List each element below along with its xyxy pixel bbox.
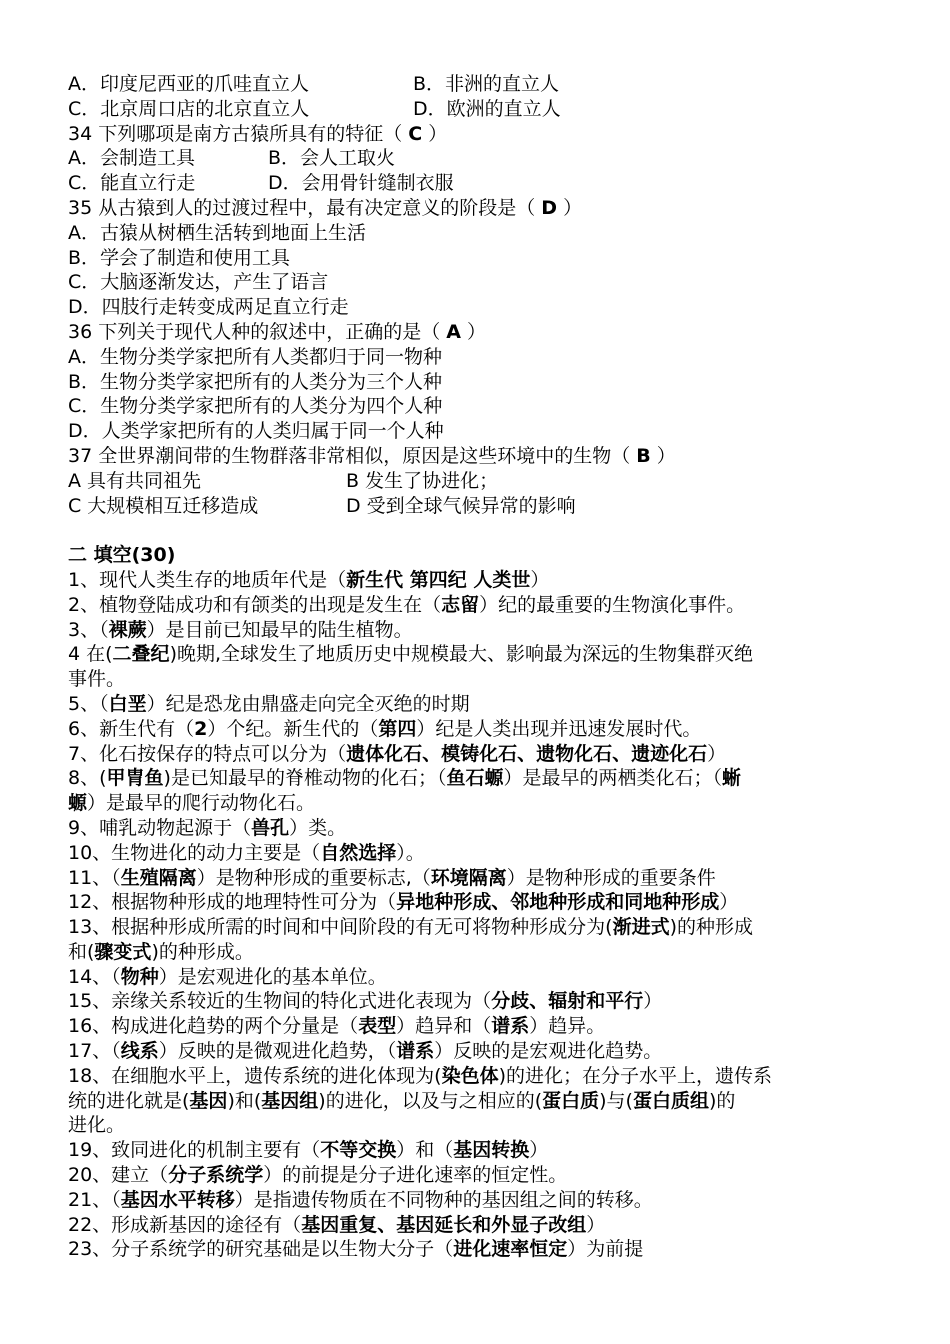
fill-item-15: 15、亲缘关系较近的生物间的特化式进化表现为（分歧、辐射和平行） bbox=[68, 990, 663, 1013]
fill-answer: 自然选择 bbox=[320, 841, 397, 864]
fill-answer: 渐进式 bbox=[612, 916, 670, 939]
fill-answer: 表型 bbox=[358, 1015, 397, 1038]
fill-answer: 2 bbox=[194, 717, 208, 740]
fill-answer: 甲胄鱼 bbox=[106, 767, 164, 790]
fill-item-5: 5、（白垩）纪是恐龙由鼎盛走向完全灭绝的时期 bbox=[68, 692, 470, 715]
q37-option-b: B 发生了协进化； bbox=[346, 469, 499, 492]
fill-item-7: 7、化石按保存的特点可以分为（遗体化石、模铸化石、遗物化石、遗迹化石） bbox=[68, 742, 727, 765]
q36-option-c: C．生物分类学家把所有的人类分为四个人种 bbox=[68, 395, 443, 418]
fill-answer: 蜥 bbox=[721, 767, 741, 790]
fill-item-4-cont: 事件。 bbox=[68, 668, 126, 691]
fill-item-18: 18、在细胞水平上，遗传系统的进化体现为(染色体)的进化；在分子水平上，遗传系 bbox=[68, 1064, 773, 1087]
q37-option-a: A 具有共同祖先 bbox=[68, 469, 202, 492]
fill-answer: 骤变式 bbox=[94, 940, 152, 963]
fill-answer: 谱系 bbox=[491, 1015, 530, 1038]
fill-item-11: 11、（生殖隔离）是物种形成的重要标志,（环境隔离）是物种形成的重要条件 bbox=[68, 866, 716, 889]
q36-option-b: B．生物分类学家把所有的人类分为三个人种 bbox=[68, 370, 443, 393]
q37-option-d: D 受到全球气候异常的影响 bbox=[346, 494, 576, 517]
fill-answer: 螈 bbox=[68, 792, 88, 815]
fill-answer: 鱼石螈 bbox=[446, 767, 504, 790]
q34-options-row-2 bbox=[68, 171, 888, 196]
q37-stem: 37 全世界潮间带的生物群落非常相似，原因是这些环境中的生物（ B ） bbox=[68, 444, 676, 467]
fill-answer: 基因 bbox=[189, 1089, 228, 1112]
fill-answer: 生殖隔离 bbox=[120, 866, 197, 889]
fill-answer: 不等交换 bbox=[320, 1139, 397, 1162]
fill-answer: 谱系 bbox=[396, 1040, 435, 1063]
fill-answer: 异地种形成、邻地种形成和同地种形成 bbox=[396, 891, 720, 914]
q35-option-d: D．四肢行走转变成两足直立行走 bbox=[68, 296, 349, 319]
q36-answer: A bbox=[446, 320, 461, 343]
fill-answer: 分歧、辐射和平行 bbox=[491, 990, 644, 1013]
fill-item-9: 9、哺乳动物起源于（兽孔）类。 bbox=[68, 816, 347, 839]
fill-answer: 兽孔 bbox=[251, 816, 290, 839]
q33-option-b: B．非洲的直立人 bbox=[413, 73, 560, 95]
fill-item-8: 8、(甲胄鱼)是已知最早的脊椎动物的化石；（鱼石螈）是最早的两栖类化石；（蜥 bbox=[68, 767, 741, 790]
fill-answer: 白垩 bbox=[108, 692, 147, 715]
q34-options-row-1 bbox=[68, 146, 888, 171]
fill-item-2: 2、植物登陆成功和有颌类的出现是发生在（志留）纪的最重要的生物演化事件。 bbox=[68, 593, 746, 616]
q33-option-d: D．欧洲的直立人 bbox=[413, 97, 561, 120]
q34-option-b: B．会人工取火 bbox=[268, 147, 396, 170]
fill-answer: 基因组 bbox=[261, 1089, 319, 1112]
fill-answer: 第四 bbox=[378, 717, 417, 740]
q36-option-a: A．生物分类学家把所有人类都归于同一物种 bbox=[68, 345, 442, 368]
fill-item-14: 14、（物种）是宏观进化的基本单位。 bbox=[68, 965, 387, 988]
fill-item-22: 22、形成新基因的途径有（基因重复、基因延长和外显子改组） bbox=[68, 1213, 606, 1236]
q37-option-c: C 大规模相互迁移造成 bbox=[68, 494, 259, 517]
fill-item-20: 20、建立（分子系统学）的前提是分子进化速率的恒定性。 bbox=[68, 1164, 568, 1187]
fill-item-1: 1、现代人类生存的地质年代是（新生代 第四纪 人类世） bbox=[68, 568, 550, 591]
fill-item-18-cont: 统的进化就是(基因)和(基因组)的进化，以及与之相应的(蛋白质)与(蛋白质组)的 bbox=[68, 1089, 736, 1112]
q35-option-a: A．古猿从树栖生活转到地面上生活 bbox=[68, 221, 366, 244]
fill-item-3: 3、（裸蕨）是目前已知最早的陆生植物。 bbox=[68, 618, 413, 641]
fill-answer: 染色体 bbox=[441, 1064, 499, 1087]
fill-answer: 分子系统学 bbox=[168, 1164, 264, 1187]
q33-option-c: C．北京周口店的北京直立人 bbox=[68, 97, 310, 120]
section-gap bbox=[68, 518, 888, 543]
fill-item-16: 16、构成进化趋势的两个分量是（表型）趋异和（谱系）趋异。 bbox=[68, 1015, 606, 1038]
fill-answer: 物种 bbox=[120, 965, 159, 988]
fill-answer: 遗体化石、模铸化石、遗物化石、遗迹化石 bbox=[346, 742, 708, 765]
fill-item-12: 12、根据物种形成的地理特性可分为（异地种形成、邻地种形成和同地种形成） bbox=[68, 891, 739, 914]
fill-answer: 线系 bbox=[120, 1040, 159, 1063]
q37-answer: B bbox=[636, 444, 651, 467]
fill-answer: 二叠纪 bbox=[112, 643, 170, 666]
section-title: 二 填空(30) bbox=[68, 544, 176, 567]
fill-item-10: 10、生物进化的动力主要是（自然选择）。 bbox=[68, 841, 425, 864]
fill-answer: 基因重复、基因延长和外显子改组 bbox=[301, 1213, 587, 1236]
q33-option-a: A．印度尼西亚的爪哇直立人 bbox=[68, 73, 309, 95]
q35-stem: 35 从古猿到人的过渡过程中，最有决定意义的阶段是（ D ） bbox=[68, 196, 583, 219]
fill-answer: 基因转换 bbox=[453, 1139, 530, 1162]
fill-answer: 环境隔离 bbox=[430, 866, 507, 889]
fill-item-6: 6、新生代有（2）个纪。新生代的（第四）纪是人类出现并迅速发展时代。 bbox=[68, 717, 702, 740]
document-page bbox=[68, 72, 888, 1262]
fill-answer: 基因水平转移 bbox=[120, 1188, 235, 1211]
q36-option-d: D．人类学家把所有的人类归属于同一个人种 bbox=[68, 420, 444, 443]
q34-option-d: D．会用骨针缝制衣服 bbox=[268, 172, 454, 195]
q35-option-b: B．学会了制造和使用工具 bbox=[68, 246, 291, 269]
fill-answer: 蛋白质组 bbox=[632, 1089, 709, 1112]
q33-options-row-2 bbox=[68, 97, 888, 122]
q37-options-row-1 bbox=[68, 469, 888, 494]
fill-answer: 进化速率恒定 bbox=[453, 1238, 568, 1261]
q37-options-row-2 bbox=[68, 494, 888, 519]
fill-item-19: 19、致同进化的机制主要有（不等交换）和（基因转换） bbox=[68, 1139, 549, 1162]
fill-answer: 裸蕨 bbox=[108, 618, 147, 641]
q34-answer: C bbox=[408, 122, 423, 145]
q34-option-c: C．能直立行走 bbox=[68, 172, 196, 195]
q35-answer: D bbox=[541, 196, 558, 219]
fill-item-21: 21、（基因水平转移）是指遗传物质在不同物种的基因组之间的转移。 bbox=[68, 1188, 653, 1211]
fill-item-13: 13、根据种形成所需的时间和中间阶段的有无可将物种形成分为(渐进式)的种形成 bbox=[68, 916, 754, 939]
q33-options-row-1 bbox=[68, 72, 888, 97]
fill-answer: 志留 bbox=[441, 593, 480, 616]
fill-item-18-cont-2: 进化。 bbox=[68, 1114, 126, 1137]
q34-stem: 34 下列哪项是南方古猿所具有的特征（ C ） bbox=[68, 122, 448, 145]
fill-item-17: 17、（线系）反映的是微观进化趋势，（谱系）反映的是宏观进化趋势。 bbox=[68, 1040, 663, 1063]
fill-item-23: 23、分子系统学的研究基础是以生物大分子（进化速率恒定）为前提 bbox=[68, 1238, 644, 1261]
fill-answer: 蛋白质 bbox=[542, 1089, 600, 1112]
fill-item-8-cont: 螈）是最早的爬行动物化石。 bbox=[68, 792, 316, 815]
fill-item-4: 4 在(二叠纪)晚期,全球发生了地质历史中规模最大、影响最为深远的生物集群灭绝 bbox=[68, 643, 754, 666]
fill-item-13-cont: 和(骤变式)的种形成。 bbox=[68, 940, 254, 963]
q35-option-c: C．大脑逐渐发达，产生了语言 bbox=[68, 271, 329, 294]
fill-answer: 新生代 第四纪 人类世 bbox=[346, 568, 531, 591]
q34-option-a: A．会制造工具 bbox=[68, 147, 195, 170]
q36-stem: 36 下列关于现代人种的叙述中，正确的是（ A ） bbox=[68, 320, 487, 343]
